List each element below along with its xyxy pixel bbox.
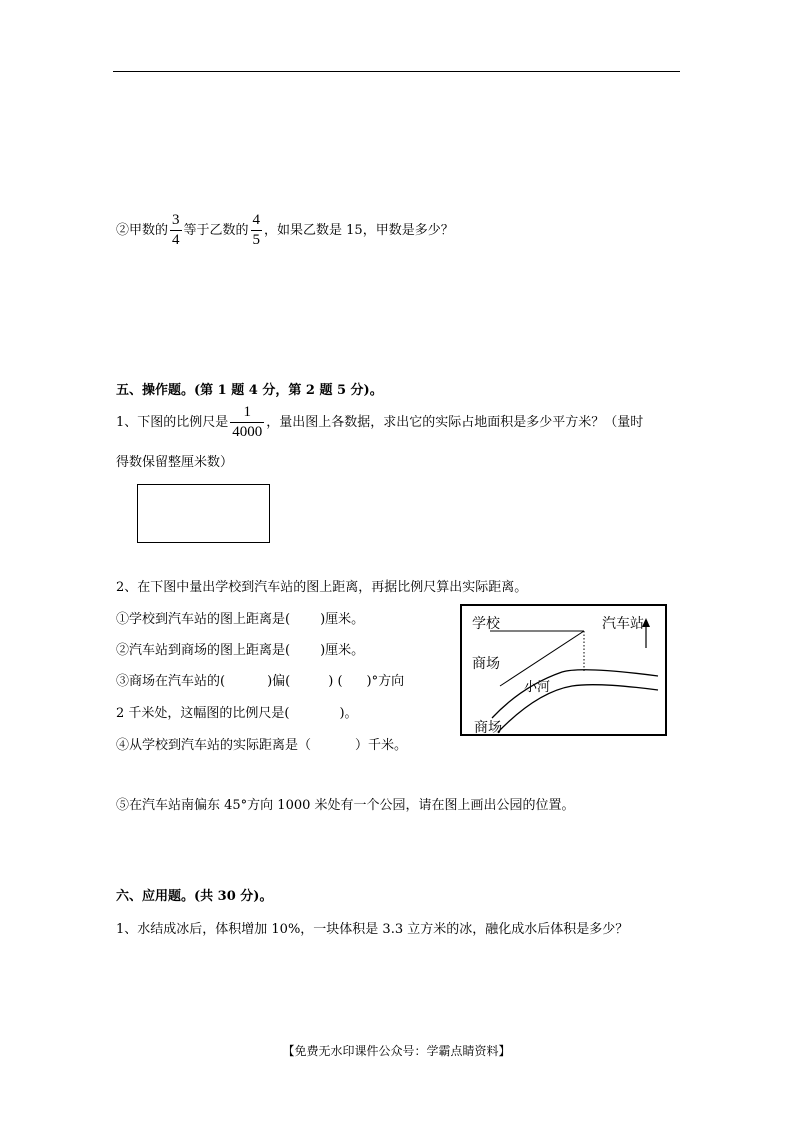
section-6-heading: 六、应用题。(共 30 分)。 <box>116 889 273 904</box>
s5q2-intro: 2、在下图中量出学校到汽车站的图上距离，再据比例尺算出实际距离。 <box>116 580 528 595</box>
fraction-numerator: 1 <box>230 405 264 423</box>
header-rule <box>113 71 680 72</box>
q2-prefix: ②甲数的 <box>116 223 169 238</box>
text: )。 <box>339 706 358 721</box>
s5q2-item-1 <box>116 608 364 627</box>
section-5-heading: 五、操作题。(第 1 题 4 分，第 2 题 5 分)。 <box>116 383 383 398</box>
section-5-question-1 <box>116 405 643 440</box>
q2-mid: 等于乙数的 <box>183 223 249 238</box>
map-label-river: 小河 <box>524 680 551 695</box>
s5q2-item-3-cont <box>116 702 358 721</box>
text: 2 千米处，这幅图的比例尺是( <box>116 706 290 721</box>
fraction-numerator: 4 <box>251 213 263 231</box>
text: )厘米。 <box>320 612 365 627</box>
text: )偏( <box>267 674 291 689</box>
s5q1-suffix: ，量出图上各数据，求出它的实际占地面积是多少平方米？（量时 <box>266 415 644 430</box>
question-2 <box>116 213 454 248</box>
fraction-denominator: 4 <box>172 232 180 248</box>
fraction-3-4 <box>170 213 182 248</box>
s5q1-line2: 得数保留整厘米数） <box>116 455 234 470</box>
fraction-denominator: 5 <box>252 232 261 248</box>
s5q2-item-3 <box>116 670 404 689</box>
footer-note: 【免费无水印课件公众号：学霸点睛资料】 <box>282 1044 511 1058</box>
map-label-mall-cut: 商场 <box>474 720 502 736</box>
measurement-rectangle <box>137 484 270 543</box>
text: ①学校到汽车站的图上距离是( <box>116 612 291 627</box>
map-label-station: 汽车站 <box>602 616 644 632</box>
text: ②汽车站到商场的图上距离是( <box>116 643 291 658</box>
fraction-1-4000 <box>230 405 264 440</box>
text: ）千米。 <box>355 738 408 753</box>
river-bank-top <box>492 670 658 718</box>
s5q2-item-2 <box>116 639 364 658</box>
s5q1-prefix: 1、下图的比例尺是 <box>116 415 229 430</box>
fraction-numerator: 3 <box>170 213 182 231</box>
q2-suffix: ，如果乙数是 15，甲数是多少？ <box>264 223 454 238</box>
map-figure <box>460 604 667 736</box>
fraction-denominator: 4000 <box>232 424 263 440</box>
text: )厘米。 <box>320 643 365 658</box>
map-label-mall: 商场 <box>472 656 500 672</box>
s5q2-item-4 <box>116 734 407 753</box>
text: ④从学校到汽车站的实际距离是（ <box>116 738 312 753</box>
section-6-question-1: 1、水结成冰后，体积增加 10%，一块体积是 3.3 立方米的冰，融化成水后体积是多少？ <box>116 922 629 937</box>
text: ) ( <box>328 674 343 689</box>
map-label-school: 学校 <box>472 616 500 632</box>
text: ③商场在汽车站的( <box>116 674 226 689</box>
s5q2-item-5: ⑤在汽车站南偏东 45°方向 1000 米处有一个公园，请在图上画出公园的位置。 <box>116 798 575 813</box>
text: )°方向 <box>366 674 405 689</box>
fraction-4-5 <box>251 213 263 248</box>
